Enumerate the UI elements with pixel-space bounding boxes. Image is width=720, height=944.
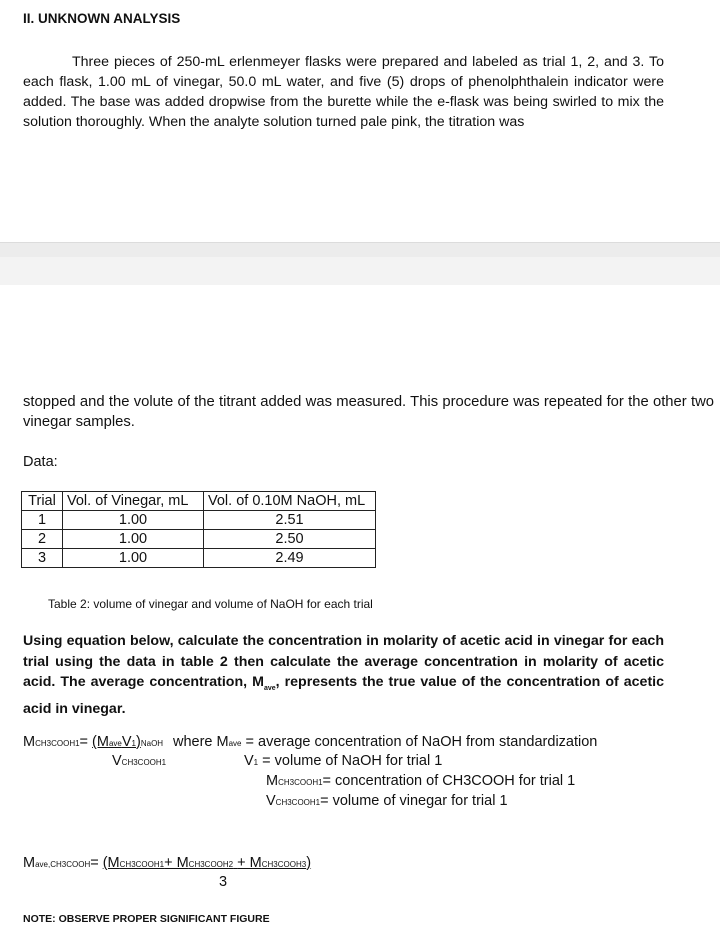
equation-2-denominator: 3 — [219, 874, 228, 890]
eq2-equals: = — [90, 855, 99, 871]
page-break-gap — [0, 242, 720, 285]
data-table — [21, 491, 376, 568]
procedure-paragraph-1 — [23, 52, 664, 132]
eq1-v1-rest: = volume of NaOH for trial 1 — [262, 753, 443, 769]
equation-2 — [23, 855, 311, 871]
table-row — [22, 511, 376, 530]
equation-1-m1 — [266, 773, 575, 789]
eq1-m1: M — [266, 773, 279, 789]
eq2-plus1: + M — [164, 855, 189, 871]
equation-1-where — [173, 734, 597, 750]
procedure-text-1: Three pieces of 250-mL erlenmeyer flasks were prepared and labeled as trial 1, 2, and 3. To each flask, 1.00 mL of vinegar, 50.0 mL water, and five (5) drops of phenolphthalein indicator were added. The base was added dropwise from the burette while the e-flask was being swirled to mix the solution thoroughly. When the analyte solution turned pale pink, the titration was — [23, 54, 664, 130]
eq2-plus2: + M — [237, 855, 262, 871]
eq1-vc: V — [266, 793, 276, 809]
header-trial: Trial — [22, 492, 63, 511]
equation-1-denominator — [112, 753, 166, 769]
eq1-num-open: (M — [92, 734, 109, 750]
cell-naoh: 2.51 — [204, 511, 376, 530]
cell-vinegar: 1.00 — [63, 511, 204, 530]
procedure-paragraph-2: stopped and the volute of the titrant added was measured. This procedure was repeated for the other two vinegar samples. — [23, 394, 714, 430]
eq1-v1-sub: 1 — [253, 758, 259, 767]
eq1-vc-sub: CH3COOH1 — [275, 798, 321, 807]
eq1-num-naoh: NaOH — [140, 739, 164, 748]
eq1-den-v: V — [112, 753, 122, 769]
eq2-close: ) — [306, 855, 312, 871]
instruction-sub: ave — [263, 684, 276, 692]
eq1-vc-rest: = volume of vinegar for trial 1 — [320, 793, 508, 809]
cell-trial: 2 — [22, 530, 63, 549]
eq1-where-sub: ave — [228, 739, 242, 748]
cell-naoh: 2.50 — [204, 530, 376, 549]
eq1-den-sub: CH3COOH1 — [121, 758, 167, 767]
data-label: Data: — [23, 454, 58, 470]
eq2-m: M — [23, 855, 36, 871]
cell-trial: 1 — [22, 511, 63, 530]
instruction-paragraph — [23, 631, 664, 720]
eq1-m1-sub: CH3COOH1 — [278, 778, 323, 787]
cell-vinegar: 1.00 — [63, 530, 204, 549]
eq1-num-ave: ave — [108, 739, 122, 748]
eq1-m-sub: CH3COOH1 — [35, 739, 80, 748]
eq2-open: (M — [102, 855, 120, 871]
eq2-t1-sub: CH3COOH1 — [119, 860, 165, 869]
eq1-numerator — [92, 734, 141, 750]
eq2-t3-sub: CH3COOH3 — [261, 860, 307, 869]
eq1-num-v: V — [121, 734, 132, 750]
cell-trial: 3 — [22, 549, 63, 568]
eq1-where: where M — [173, 734, 229, 750]
table-caption: Table 2: volume of vinegar and volume of NaOH for each trial — [48, 597, 373, 611]
eq1-m: M — [23, 734, 36, 750]
instruction-text-a: Using equation below, calculate the concentration in molarity of acetic acid in vinegar for each trial using the data in table 2 then calculate the average concentration in molarity of acetic acid. The average concentration, M — [23, 633, 664, 690]
eq1-equals: = — [79, 734, 89, 750]
table-header-row — [22, 492, 376, 511]
eq1-v1: V — [244, 753, 254, 769]
eq2-t2-sub: CH3COOH2 — [188, 860, 234, 869]
equation-1-lhs — [23, 734, 163, 750]
eq1-num-1: 1 — [131, 739, 136, 748]
equation-1-vc — [266, 793, 508, 809]
eq1-where-rest: = average concentration of NaOH from standardization — [245, 734, 598, 750]
eq1-m1-rest: = concentration of CH3COOH for trial 1 — [322, 773, 576, 789]
eq2-numerator — [103, 855, 311, 871]
table-row — [22, 530, 376, 549]
section-heading: II. UNKNOWN ANALYSIS — [23, 11, 181, 26]
eq2-m-sub: ave,CH3COOH — [35, 860, 91, 869]
cell-vinegar: 1.00 — [63, 549, 204, 568]
equation-1-v1 — [244, 753, 442, 769]
instruction-text-b: , represents the true value of the concentration of acetic acid in vinegar. — [23, 674, 664, 718]
cell-naoh: 2.49 — [204, 549, 376, 568]
note: NOTE: OBSERVE PROPER SIGNIFICANT FIGURE — [23, 913, 270, 925]
table-row — [22, 549, 376, 568]
header-naoh: Vol. of 0.10M NaOH, mL — [204, 492, 376, 511]
header-vinegar: Vol. of Vinegar, mL — [63, 492, 204, 511]
eq1-num-close: ) — [136, 734, 141, 750]
